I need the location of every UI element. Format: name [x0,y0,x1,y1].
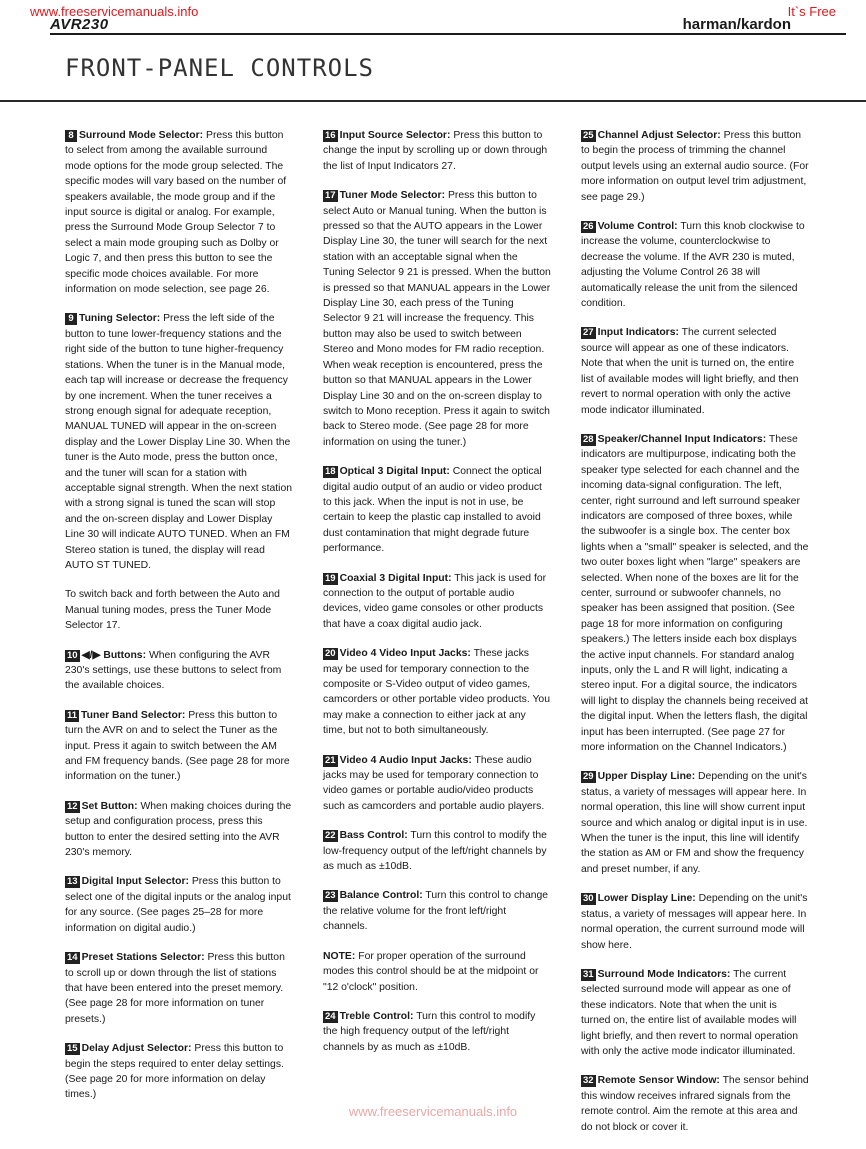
control-name: Tuning Selector: [79,313,161,325]
callout-number: 29 [583,771,594,783]
control-name: Tuner Band Selector: [81,709,186,721]
control-text: Turn this knob clockwise to increase the volume, counterclockwise to decrease the volume. If the AVR 230 is muted, adjusting the Volume Control 26 38 will automatically release the unit from the silenced condition. [581,221,805,310]
control-description [323,188,551,450]
control-description [323,646,551,738]
control-name: Digital Input Selector: [81,876,189,888]
callout-number: 19 [325,572,336,584]
callout-number: 9 [65,313,77,325]
control-name: Speaker/Channel Input Indicators: [597,433,767,445]
control-description [581,769,809,877]
header-rule [50,33,846,35]
control-description [65,648,293,694]
callout-number: 11 [67,709,78,721]
control-text: Depending on the unit's status, a variety of messages will appear here. In normal operation, this line will show current input source and which analog or digital input is in use. When the tuner is the input, this line will identify the station as AM or FM and show the frequency and preset number, if any. [581,771,808,875]
callout-number: 28 [583,433,594,445]
callout-number: 16 [325,130,336,141]
control-name: Set Button: [81,800,138,812]
control-name: Channel Adjust Selector: [597,130,721,141]
control-description [323,128,551,174]
control-description [323,571,551,633]
callout-number: 20 [325,648,336,660]
callout-number: 30 [583,893,594,905]
control-description [581,967,809,1059]
control-text: Turn this control to modify the low-frequency output of the left/right channels by as much as ±10dB. [323,830,547,873]
control-description [323,464,551,556]
callout-number: 14 [67,952,78,964]
control-name: Remote Sensor Window: [597,1075,720,1087]
control-text: This jack is used for connection to the output of portable audio devices, video game consoles or other products that have a coax digital audio jack. [323,572,547,630]
control-name: Input Source Selector: [339,130,451,141]
callout-number: 23 [325,890,336,902]
callout-number: 31 [583,968,594,980]
control-text: Press this button to begin the steps required to enter delay settings. (See page 20 for more information on delay times.) [65,1043,284,1101]
control-name: Optical 3 Digital Input: [339,466,450,478]
callout-number: 13 [67,876,78,888]
control-text: Press this button to select Auto or Manual tuning. When the button is pressed so that the AUTO appears in the Lower Display Line 30, the tuner will search for the next station with an acceptable signal when the Tuning Selector 9 21 is pressed. When the button is pressed so that MANUAL appears in the Lower Display Line 30, each press of the Tuning Selector 9 21 will increase the frequency. This button may also be used to switch between Stereo and Mono modes for FM radio reception. When weak reception is encountered, press the button so that MANUAL appears in the Lower Display Line 30 and on the on-screen display to switch to Mono reception. Press it again to switch back to Stereo mode. (See page 28 for more information on using the tuner.) [323,190,551,448]
control-description [581,432,809,756]
control-text: Depending on the unit's status, a variety of messages will appear here. In normal operation, the current surround mode will show here. [581,893,808,951]
title-rule [0,100,866,102]
control-text: Press this button to change the input by scrolling up or down through the list of Input Indicators 27. [323,130,548,172]
callout-number: 25 [583,130,594,141]
control-description [581,891,809,953]
control-description [65,311,293,573]
control-description [65,874,293,936]
control-text: For proper operation of the surround modes this control should be at the midpoint or "12 o'clock" position. [323,950,539,993]
control-text: The current selected surround mode will appear as one of these indicators. Note that when the unit is turned on, the entire list of available modes will light briefly, and then revert to normal operation with only the active mode indicator illuminated. [581,968,798,1057]
control-name: Surround Mode Selector: [79,130,204,141]
control-text: Press this button to select from among the available surround mode options for the mode group selected. The specific modes will vary based on the number of speakers available, the mode group and if the input source is digital or analog. For example, press the Surround Mode Group Selector 7 to select a main mode grouping such as Dolby or Logic 7, and then press this button to see the specific mode choices available. For more information on mode selection, see page 26. [65,130,287,296]
control-text: The sensor behind this window receives infrared signals from the remote control. Aim the remote at this area and do not block or cover it. [581,1075,809,1133]
control-description [581,219,809,311]
callout-number: 8 [65,130,77,142]
control-name: Preset Stations Selector: [81,952,205,964]
control-description [65,950,293,1027]
control-description [65,708,293,785]
control-text: Press this button to scroll up or down through the list of stations that have been entered into the preset memory. (See page 28 for more information on tuner presets.) [65,952,285,1025]
control-description [323,753,551,815]
model-name: AVR230 [50,16,109,33]
control-text: Press the left side of the button to tune lower-frequency stations and the right side of the button to tune higher-frequency stations. When the tuner is in the Manual mode, each tap will increase or decrease the frequency by one increment. When the tuner receives a strong enough signal for adequate reception, MANUAL TUNED will appear in the on-screen display and the Lower Display Line 30. When the tuner is the Auto mode, press the button once, and the tuner will scan for a station with acceptable signal strength. When the next station with a strong signal is tuned the scan will stop and the on-screen display and Lower Display Line 30 will indicate AUTO TUNED. When an FM Stereo station is tuned, the display will read AUTO ST TUNED. [65,313,293,571]
page-title: FRONT-PANEL CONTROLS [65,54,374,82]
control-name: Delay Adjust Selector: [81,1043,192,1055]
control-text: The current selected source will appear as one of these indicators. Note that when the unit is turned on, the entire list of available modes will light briefly, and then revert to normal operation with only the active mode indicator illuminated. [581,327,799,416]
control-name: NOTE: [323,950,356,962]
callout-number: 22 [325,830,336,842]
control-name: Volume Control: [597,221,678,233]
control-description [323,888,551,934]
control-description [65,1041,293,1103]
column-3 [581,128,809,1149]
watermark-top-right: It`s Free [787,4,836,19]
control-description [581,128,809,205]
callout-number: 10 [67,649,78,661]
control-name: ◀/▶ Buttons: [81,649,147,661]
control-name: Bass Control: [339,830,408,842]
control-name: Treble Control: [339,1010,414,1022]
callout-number: 32 [583,1075,594,1087]
control-description [323,828,551,874]
callout-number: 21 [325,754,336,766]
control-text: These audio jacks may be used for temporary connection to video games or portable audio/video products such as camcorders and portable audio players. [323,754,545,812]
control-text: When configuring the AVR 230's settings, use these buttons to select from the available choices. [65,649,282,692]
callout-number: 18 [325,466,336,478]
control-name: Upper Display Line: [597,771,696,783]
control-text: When making choices during the setup and configuration process, press this button to enter the desired setting into the AVR 230's memory. [65,800,292,859]
callout-number: 15 [67,1043,78,1055]
control-text: Connect the optical digital audio output of an audio or video product to this jack. When the input is not in use, be certain to keep the plastic cap installed to avoid dust contamination that might degrade future performance. [323,466,542,555]
control-text: To switch back and forth between the Auto and Manual tuning modes, press the Tuner Mode Selector 17. [65,589,280,632]
control-description [65,587,293,633]
control-description [65,128,293,297]
column-1 [65,128,293,1117]
control-name: Surround Mode Indicators: [597,968,731,980]
control-text: Press this button to begin the process of trimming the channel output levels using an external audio source. (For more information on output level trim adjustment, see page 29.) [581,130,809,203]
callout-number: 26 [583,221,594,233]
control-description [581,325,809,417]
control-description [323,1009,551,1055]
control-text: Turn this control to change the relative volume for the front left/right channels. [323,890,549,933]
control-text: Press this button to turn the AVR on and to select the Tuner as the input. Press it again to switch between the AM and FM frequency bands. (See page 28 for more information on the tuner.) [65,709,290,783]
control-description [323,949,551,995]
control-text: Press this button to select one of the digital inputs or the analog input for any source. (See pages 25–28 for more information on digital audio.) [65,876,291,934]
control-text: These indicators are multipurpose, indicating both the speaker type selected for each channel and the incoming data-signal configuration. The left, center, right surround and left surround speaker indicators are composed of three boxes, while the subwoofer is a single box. The center box lights when a "small" speaker is selected, and the two outer boxes light when "large" speakers are selected. When none of the boxes are lit for the center, surround or subwoofer channels, no speaker has been assigned that position. (See page 18 for more information on configuring speakers.) The letters inside each box displays the active input channels. For standard analog inputs, only the L and R will light, indicating a stereo input. For a digital source, the indicators will light to display the channels being received at the digital input. When the letters flash, the digital input has been interrupted. (See page 27 for more information on the Channel Indicators.) [581,433,809,754]
watermark-bottom: www.freeservicemanuals.info [348,1104,518,1119]
brand-name: harman/kardon [682,16,791,33]
callout-number: 27 [583,327,594,339]
control-description [65,799,293,861]
watermark-top-left: www.freeservicemanuals.info [30,4,199,19]
control-name: Coaxial 3 Digital Input: [339,572,452,584]
callout-number: 17 [325,190,336,202]
control-name: Video 4 Video Input Jacks: [339,648,471,660]
callout-number: 12 [67,800,78,812]
control-name: Video 4 Audio Input Jacks: [339,754,472,766]
control-text: These jacks may be used for temporary connection to the composite or S-Video output of video games, camcorders or other portable video products. You may make a connection to either jack at any time, but not to both simultaneously. [323,648,550,737]
callout-number: 24 [325,1010,336,1022]
control-name: Tuner Mode Selector: [339,190,446,202]
control-name: Lower Display Line: [597,893,696,905]
control-name: Input Indicators: [597,327,679,339]
column-2 [323,128,551,1069]
control-name: Balance Control: [339,890,423,902]
control-text: Turn this control to modify the high frequency output of the left/right channels by as much as ±10dB. [323,1010,536,1053]
